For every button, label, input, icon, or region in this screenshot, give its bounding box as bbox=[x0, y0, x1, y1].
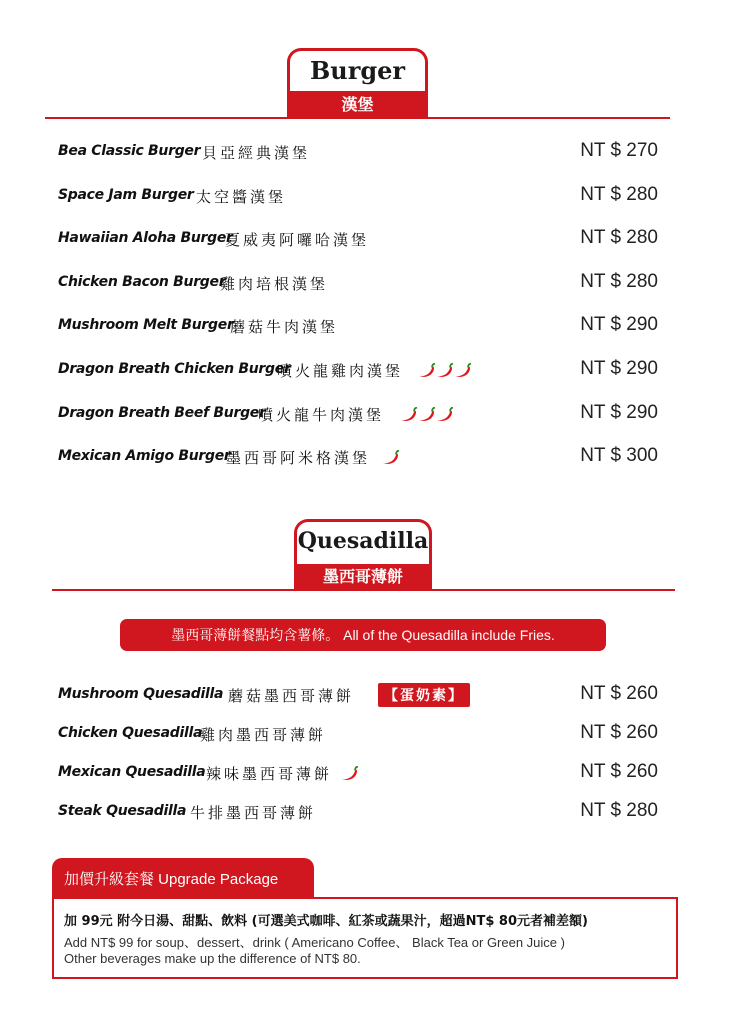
item-price: NT $ 280 bbox=[580, 227, 658, 248]
chili-pepper-icon bbox=[341, 766, 359, 782]
item-name-en: Dragon Breath Chicken Burger bbox=[58, 361, 291, 377]
quesadilla-divider bbox=[52, 589, 675, 591]
item-name-en: Chicken Bacon Burger bbox=[58, 274, 226, 290]
item-name-en: Bea Classic Burger bbox=[58, 143, 201, 159]
menu-item bbox=[58, 399, 658, 429]
item-price: NT $ 280 bbox=[580, 271, 658, 292]
item-name-en: Mexican Quesadilla bbox=[58, 764, 206, 780]
menu-item bbox=[58, 442, 658, 472]
item-name-zh: 蘑菇牛肉漢堡 bbox=[230, 318, 339, 336]
item-price: NT $ 290 bbox=[580, 402, 658, 423]
menu-item bbox=[58, 680, 658, 710]
burger-divider bbox=[45, 117, 670, 119]
item-name-en: Space Jam Burger bbox=[58, 187, 194, 203]
item-name-zh: 噴火龍牛肉漢堡 bbox=[258, 406, 385, 424]
menu-item bbox=[58, 311, 658, 341]
item-price: NT $ 270 bbox=[580, 140, 658, 161]
item-price: NT $ 300 bbox=[580, 445, 658, 466]
item-name-zh: 蘑菇墨西哥薄餅 bbox=[228, 687, 355, 705]
burger-title-zh: 漢堡 bbox=[290, 91, 425, 118]
vegetarian-badge: 【蛋奶素】 bbox=[378, 683, 470, 707]
chili-pepper-icon bbox=[418, 363, 436, 379]
menu-item bbox=[58, 224, 658, 254]
item-name-en: Mushroom Quesadilla bbox=[58, 686, 224, 702]
item-name-en: Hawaiian Aloha Burger bbox=[58, 230, 233, 246]
upgrade-description-en: Add NT$ 99 for soup、dessert、drink ( Americano Coffee、 Black Tea or Green Juice ) bbox=[64, 935, 565, 950]
upgrade-beverage-note: Other beverages make up the difference of NT$ 80. bbox=[64, 951, 361, 966]
item-name-en: Chicken Quesadilla bbox=[58, 725, 203, 741]
item-name-zh: 雞肉墨西哥薄餅 bbox=[200, 726, 327, 744]
item-price: NT $ 290 bbox=[580, 358, 658, 379]
upgrade-description-zh: 加 99元 附今日湯、甜點、飲料 (可選美式咖啡、紅茶或蔬果汁，超過NT$ 80元者補差額) bbox=[64, 914, 588, 929]
spice-level bbox=[400, 407, 454, 423]
item-price: NT $ 260 bbox=[580, 722, 658, 743]
spice-level bbox=[382, 450, 400, 466]
item-price: NT $ 260 bbox=[580, 683, 658, 704]
item-name-zh: 辣味墨西哥薄餅 bbox=[206, 765, 333, 783]
spice-level bbox=[341, 766, 359, 782]
menu-item bbox=[58, 719, 658, 749]
item-name-zh: 墨西哥阿米格漢堡 bbox=[226, 449, 371, 467]
spice-level bbox=[418, 363, 472, 379]
fries-notice: 墨西哥薄餅餐點均含薯條。 All of the Quesadilla include Fries. bbox=[120, 619, 606, 651]
menu-item bbox=[58, 355, 658, 385]
item-name-zh: 牛排墨西哥薄餅 bbox=[190, 804, 317, 822]
item-name-zh: 太空醬漢堡 bbox=[196, 188, 287, 206]
item-name-zh: 雞肉培根漢堡 bbox=[220, 275, 329, 293]
item-name-zh: 噴火龍雞肉漢堡 bbox=[277, 362, 404, 380]
chili-pepper-icon bbox=[400, 407, 418, 423]
chili-pepper-icon bbox=[418, 407, 436, 423]
item-name-zh: 貝亞經典漢堡 bbox=[202, 144, 311, 162]
quesadilla-title-en: Quesadilla bbox=[297, 528, 429, 554]
upgrade-package-box bbox=[52, 897, 678, 979]
item-name-en: Mexican Amigo Burger bbox=[58, 448, 231, 464]
item-name-en: Steak Quesadilla bbox=[58, 803, 187, 819]
item-name-zh: 夏威夷阿囉哈漢堡 bbox=[225, 231, 370, 249]
menu-item bbox=[58, 758, 658, 788]
item-price: NT $ 280 bbox=[580, 184, 658, 205]
burger-title-en: Burger bbox=[309, 56, 406, 85]
menu-item bbox=[58, 137, 658, 167]
item-name-en: Mushroom Melt Burger bbox=[58, 317, 234, 333]
item-price: NT $ 290 bbox=[580, 314, 658, 335]
menu-item bbox=[58, 181, 658, 211]
burger-section-tab bbox=[287, 48, 428, 118]
item-price: NT $ 280 bbox=[580, 800, 658, 821]
chili-pepper-icon bbox=[454, 363, 472, 379]
chili-pepper-icon bbox=[436, 407, 454, 423]
menu-item bbox=[58, 797, 658, 827]
chili-pepper-icon bbox=[436, 363, 454, 379]
menu-item bbox=[58, 268, 658, 298]
item-price: NT $ 260 bbox=[580, 761, 658, 782]
quesadilla-title-zh: 墨西哥薄餅 bbox=[297, 564, 429, 590]
chili-pepper-icon bbox=[382, 450, 400, 466]
quesadilla-section-tab bbox=[294, 519, 432, 590]
item-name-en: Dragon Breath Beef Burger bbox=[58, 405, 266, 421]
upgrade-package-tab: 加價升級套餐 Upgrade Package bbox=[52, 858, 314, 898]
